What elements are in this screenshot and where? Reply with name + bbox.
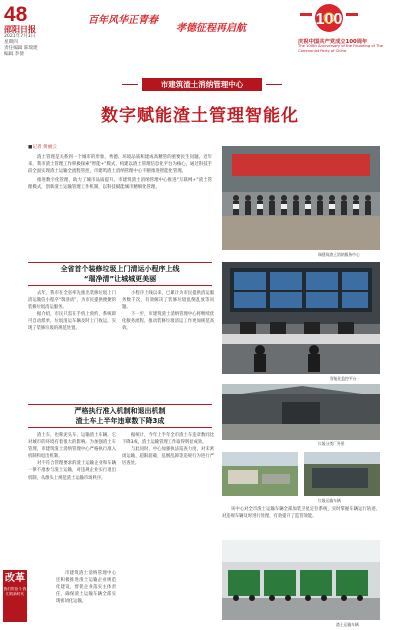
newspaper-name: 邵阳日报 (4, 24, 36, 34)
section-heading-line: “瑞净清”让城城更美丽 (83, 275, 157, 283)
photo-facility-right (304, 452, 380, 496)
body-paragraph: 该中心对全市渣土运输车辆全部加装卫星定位系统，实时掌握车辆运行轨迹，对违规车辆及时进行处理，有效提升了监管效能。 (222, 507, 380, 520)
issue-meta (4, 34, 38, 58)
anniversary-title: 庆祝中国共产党成立100周年 (298, 39, 368, 45)
photo-group-image (222, 146, 380, 250)
section-heading (28, 404, 212, 428)
body-paragraph: 小程序上线以来，已累计为市民提供清运服务数千次，有效解决了装修垃圾乱倒乱放等问题。 (122, 291, 214, 311)
photo-plant (222, 384, 380, 440)
photo-trucks (222, 540, 380, 620)
body-paragraph: 市建筑渣土消纳管理中心还积极推进渣土运输企业规范化建设，督促企业落实主体责任，确保渣土运输车辆全部实现密闭化运输。 (56, 571, 116, 605)
issue-designer: 编辑 李倩 (4, 52, 24, 57)
section-body (28, 290, 116, 402)
issue-editor: 责任编辑 陈瑞建 (4, 46, 38, 51)
byline: ■记者 黄丽云 (28, 145, 57, 150)
section-body (222, 506, 380, 536)
article-title: 数字赋能渣土管理智能化 (101, 106, 299, 126)
section-body (28, 432, 116, 566)
page-header (0, 0, 400, 62)
body-paragraph: 下一步，市建筑渣土消纳管理中心将继续优化服务流程，推动装修垃圾清运工作更加规范高效。 (122, 312, 214, 332)
slogan-line-2: 孝德征程再启航 (176, 23, 246, 34)
section-heading (28, 262, 212, 286)
issue-date: 2021年7月1日 (4, 34, 36, 39)
photo-facility-left (222, 452, 298, 496)
sidebar-badge (3, 570, 27, 622)
photo-control-room-image (222, 262, 380, 374)
section-tag: 市建筑渣土消纳管理中心 (142, 78, 262, 91)
slogan-banner (84, 9, 284, 34)
photo-caption: 瑞建筑渣土消纳服务中心 (318, 252, 360, 257)
article-lead (28, 154, 212, 192)
section-body (56, 570, 116, 622)
body-paragraph: 去年，我市在全省率先推出装修垃圾上门清运微信小程序“瑞净清”，为市民提供便捷的装修垃圾清运服务。 (28, 291, 116, 311)
body-paragraph: 据介绍，市民只需在手机上预约，系统即可自动派单，垃圾清运车辆及时上门收运，实现了装修垃圾的规范处置。 (28, 312, 116, 332)
photo-trucks-image (222, 540, 380, 620)
section-heading-line: 全省首个装修垃圾上门清运小程序上线 (60, 265, 180, 273)
photo-group (222, 146, 380, 250)
section-heading-line: 渣土车上半年违章数下降3成 (75, 417, 165, 425)
slogan-line-1: 百年风华正青春 (88, 15, 158, 26)
lead-paragraph: 渣土管理是关系到一个城市的形象、秀德、环境品质和建成高精管的重要民生问题。近年来，我市渣土管理工作积极探索“智能+”模式，构建以渣土管理信息化平台为核心，通过科技手段全面实现渣土运输全流程管控，市建筑渣土消纳管理中心不断推进智能化管理。 (28, 155, 212, 175)
photo-control-room (222, 262, 380, 374)
anniversary-english: The 100th Anniversary of the Founding of The Communist Party of China (298, 44, 383, 53)
section-body (122, 432, 214, 622)
sidebar-subtitle: 我们的奋斗·我们的新时代 (3, 587, 27, 596)
page-number: 48 (4, 3, 28, 26)
photo-caption: 智能化监控平台 (330, 376, 357, 381)
photo-facility-left-image (222, 452, 298, 496)
body-paragraph: 据统计，今年上半年全市渣土车违章数同比下降3成，渣土运输管理工作取得明显成效。 (122, 433, 214, 446)
section-body (122, 290, 214, 402)
svg-text:100: 100 (315, 11, 343, 28)
byline-author: 记者 黄丽云 (32, 145, 57, 150)
photo-facility-right-image (304, 452, 380, 496)
photo-caption: 渣土运输车辆 (336, 622, 359, 627)
sidebar-word: 改革 (5, 573, 25, 584)
body-paragraph: 渣土车，也称泥头车、运输渣土车辆，它对城市的环境有着很大的影响。为加强渣土车管理，市建筑渣土消纳管理中心严格执行准入机制和退出机制。 (28, 433, 116, 460)
body-paragraph: 对不符合管理要求的渣土运输企业和车辆一律不准参与渣土运输，对违规企业实行退出机制，从源头上规范渣土运输市场秩序。 (28, 461, 116, 481)
section-heading-line: 严格执行准入机制和退出机制 (74, 407, 166, 415)
lead-paragraph: 推进数字化管理，助力了城市品质提升。市建筑渣土消纳管理中心推进“互联网+”渣土管理模式，创新渣土运输管理工作机制，以科技赋能城市精细化管理。 (28, 177, 212, 190)
body-paragraph: 与此同时，中心加强执法巡查力度，对未密闭运输、超限超载、乱倒乱卸等违规行为进行严厉查处。 (122, 447, 214, 467)
photo-plant-image (222, 384, 380, 440)
photo-caption: 垃圾运输车辆 (318, 498, 341, 503)
issue-weekday: 星期四 (4, 40, 18, 45)
photo-caption: 垃圾分类厂外景 (318, 441, 345, 446)
anniversary-emblem (298, 2, 360, 36)
